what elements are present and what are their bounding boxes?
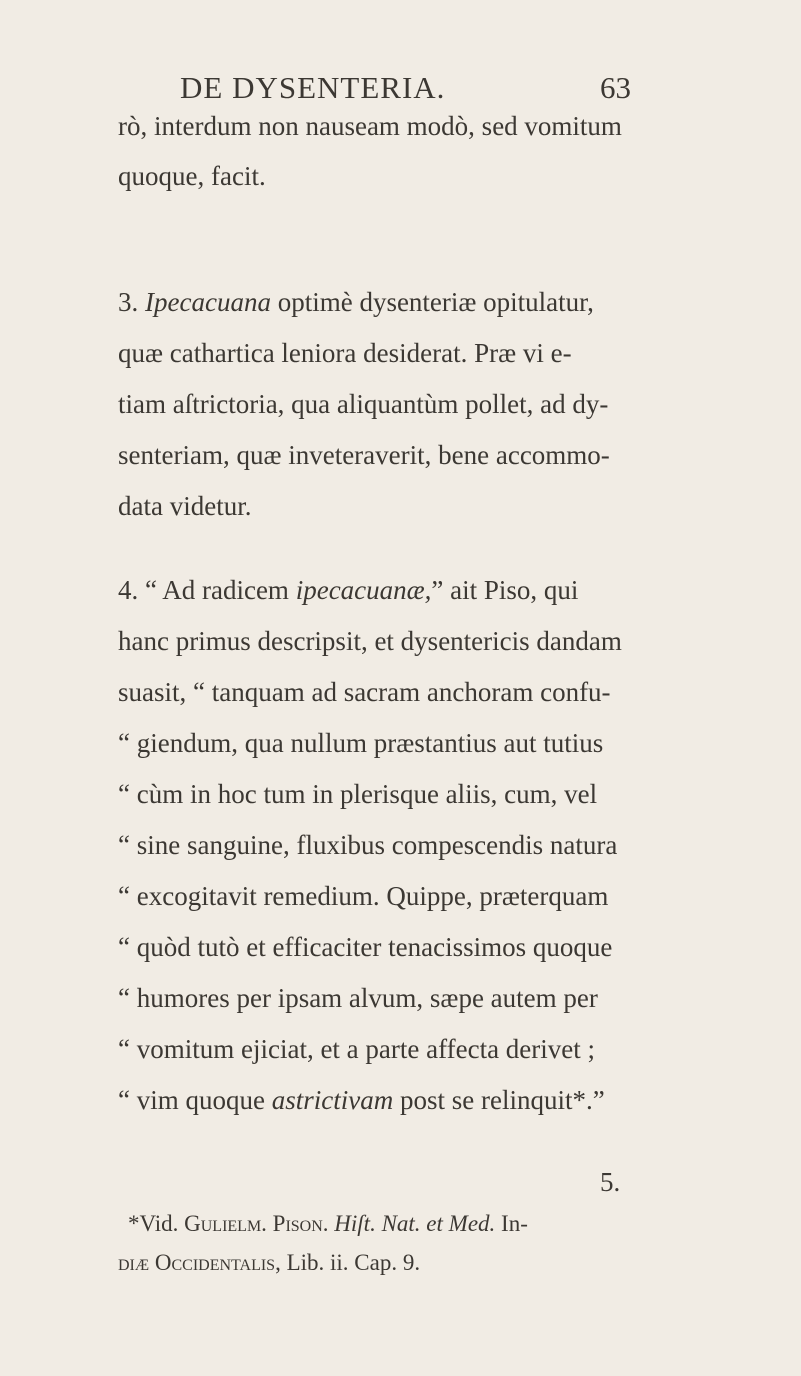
text-line [118,490,801,522]
text: In- [495,1211,528,1236]
text: “ cùm in hoc tum in plerisque aliis, cum, vel [118,779,598,809]
text: “ excogitavit remedium. Quippe, prӕterquam [118,881,609,911]
text-line [118,829,801,861]
text: senteriam, quæ inveteraverit, bene accommo- [118,440,610,470]
text-line [118,110,801,142]
text: hanc primus descripsit, et dysentericis dandam [118,626,622,656]
text-line [118,625,801,657]
text: rò, interdum non nauseam modò, sed vomitum [118,111,622,141]
text: “ vomitum ejiciat, et a parte affecta derivet ; [118,1034,596,1064]
text-line [118,574,801,606]
text: post se relinquit*.” [393,1085,605,1115]
text-line [118,778,801,810]
text: “ humores per ipsam alvum, sæpe autem per [118,983,598,1013]
text: “ giendum, qua nullum præstantius aut tutius [118,728,604,758]
italic-title: Hiſt. Nat. et Med. [334,1211,496,1236]
text-line [118,1033,801,1065]
text: 4. “ Ad radicem [118,575,296,605]
text: 5. [600,1167,621,1197]
text: Lib. ii. Cap. 9. [280,1250,421,1275]
text-line [118,880,801,912]
text: *Vid. [128,1211,185,1236]
text-line [118,388,801,420]
running-title: DE DYSENTERIA. [180,70,446,105]
author-name: Gulielm. Pison. [184,1211,329,1236]
italic-term: ipecacuanæ, [295,575,432,605]
text: quæ cathartica leniora desiderat. Præ vi e- [118,338,572,368]
text: “ sine sanguine, fluxibus compescendis natura [118,830,618,860]
text: tiam aſtrictoria, qua aliquantùm pollet, ad dy- [118,389,609,419]
text-line [118,1084,801,1116]
text: optimè dysenteriæ opitulatur, [270,287,594,317]
text-line [118,439,801,471]
italic-term: Ipecacuana [145,287,271,317]
text-line [118,676,801,708]
footnote-line [128,1211,801,1237]
text-line [118,727,801,759]
italic-term: astrictivam [271,1085,394,1115]
text: quoque, facit. [118,161,266,191]
footnote-line [118,1250,801,1276]
text-line [118,337,801,369]
text: data videtur. [118,491,252,521]
text-line [118,982,801,1014]
text: ” ait Piso, qui [431,575,579,605]
text: “ vim quoque [118,1085,272,1115]
running-header [0,70,801,110]
page-number: 63 [600,70,631,105]
text-line [118,286,801,318]
text-line [118,160,801,192]
catchword [600,1166,801,1198]
text: suasit, “ tanquam ad sacram anchoram confu- [118,677,611,707]
text-line [118,931,801,963]
text: “ quòd tutò et efficaciter tenacissimos quoque [118,932,613,962]
text: 3. [118,287,145,317]
text: diæ Occidentalis, [118,1250,281,1275]
